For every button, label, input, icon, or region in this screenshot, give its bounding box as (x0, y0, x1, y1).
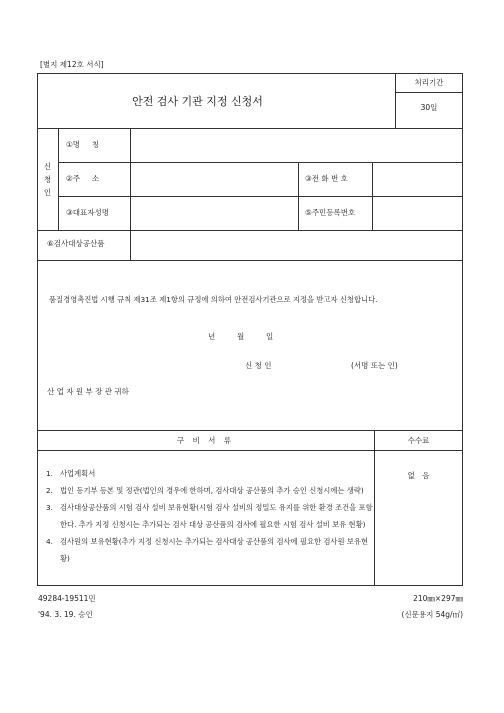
document-item: 3. 검사대상공산품의 시험 검사 설비 보유현황(시험 검사 설비의 정밀도 유지를 위한 환경 조건을 포함한다. 추가 지정 신청시는 추가되는 검사 대상 공산품의 검사에 필요한 시험 검사 설비 보유 현황) (46, 503, 373, 529)
paper-size: 210㎜×297㎜ (413, 594, 463, 603)
representative-label: ③대표자성명 (66, 208, 109, 217)
applicant-char-3: 인 (43, 188, 52, 197)
processing-period-value: 30일 (420, 103, 438, 112)
application-statement: 품질경영촉진법 시행 규칙 제31조 제1항의 규정에 의하여 안전검사기관으로 지정을 받고자 신청합니다. (49, 295, 378, 304)
signature-label: (서명 또는 인) (351, 361, 398, 370)
fee-value: 없 음 (407, 471, 430, 480)
name-field[interactable] (131, 129, 462, 162)
required-documents-list (46, 465, 376, 567)
applicant-char-1: 신 (43, 162, 52, 171)
document-item: 2. 법인 등기부 등본 및 정관(법인의 경우에 한하며, 검사대상 공산품의 추가 승인 신청시에는 생략) (46, 486, 364, 495)
form-title: 안전 검사 기관 지정 신청서 (132, 95, 263, 108)
address-label: ②주 소 (66, 174, 100, 183)
form-code: 49284-19511민 (38, 594, 96, 603)
phone-field[interactable] (373, 163, 462, 196)
required-documents-header: 구 비 서 류 (176, 436, 235, 445)
recipient-label: 산 업 자 원 부 장 관 귀하 (47, 387, 129, 396)
date-month-label: 월 (237, 332, 245, 341)
date-day-label: 일 (266, 332, 274, 341)
phone-label: ③전 화 번 호 (305, 174, 348, 183)
date-year-label: 년 (208, 332, 216, 341)
address-field[interactable] (131, 163, 297, 196)
target-products-label: ⑥검사대상공산품 (47, 239, 105, 248)
approval-date: '94. 3. 19. 승인 (38, 610, 93, 619)
applicant-sign-label: 신 청 인 (245, 361, 272, 370)
resident-number-label: ⑤주민등록번호 (305, 208, 356, 217)
representative-field[interactable] (131, 197, 297, 230)
resident-number-field[interactable] (373, 197, 462, 230)
name-label: ①명 칭 (66, 140, 100, 149)
paper-spec: (신문용지 54g/㎡) (401, 610, 463, 619)
applicant-section-label (37, 160, 58, 199)
applicant-char-2: 청 (43, 175, 52, 184)
form-number: [별지 제12호 서식] (40, 60, 104, 69)
document-item: 4. 검사원의 보유현황(추가 지정 신청시는 추가되는 검사대상 공산품의 검사에 필요한 검사원 보유현황) (46, 537, 368, 563)
processing-period-label: 처리기간 (414, 78, 444, 87)
target-products-field[interactable] (131, 231, 462, 260)
fee-header: 수수료 (407, 436, 430, 445)
document-item: 1. 사업계획서 (46, 469, 96, 478)
